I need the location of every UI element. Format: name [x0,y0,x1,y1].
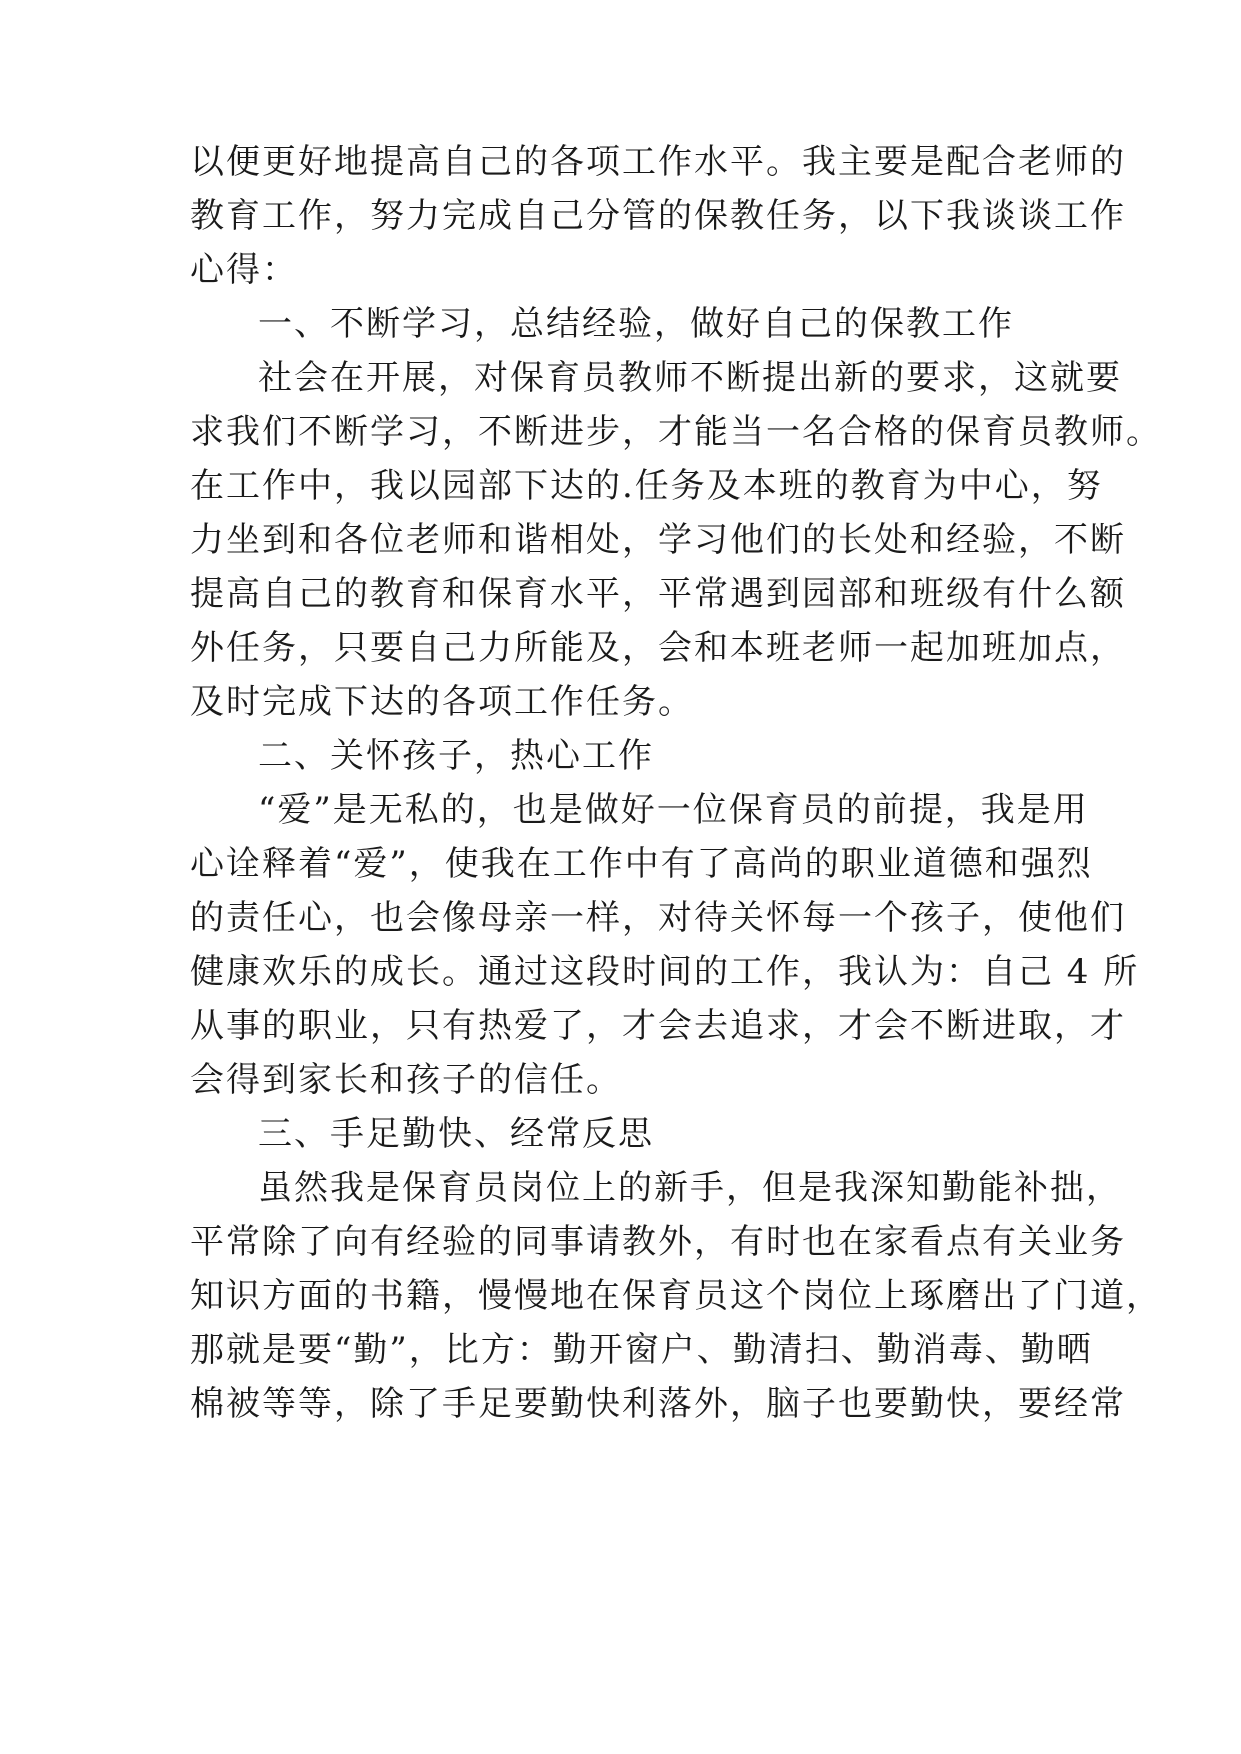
text-line: 平常除了向有经验的同事请教外，有时也在家看点有关业务 [190,1222,1126,1262]
text-line: 在工作中，我以园部下达的.任务及本班的教育为中心，努 [190,466,1103,506]
text-line: 教育工作，努力完成自己分管的保教任务，以下我谈谈工作 [190,196,1126,236]
text-line: 虽然我是保育员岗位上的新手，但是我深知勤能补拙， [258,1168,1122,1208]
text-line: “爱”是无私的，也是做好一位保育员的前提，我是用 [258,790,1089,830]
text-line: 以便更好地提高自己的各项工作水平。我主要是配合老师的 [190,142,1126,182]
text-line: 心得： [190,250,298,290]
section-heading: 二、关怀孩子，热心工作 [258,736,654,776]
section-heading: 三、手足勤快、经常反思 [258,1114,654,1154]
text-line: 求我们不断学习，不断进步，才能当一名合格的保育员教师。 [190,412,1162,452]
text-line: 从事的职业，只有热爱了，才会去追求，才会不断进取，才 [190,1006,1126,1046]
text-line: 心诠释着“爱”，使我在工作中有了高尚的职业道德和强烈 [190,844,1093,884]
text-line: 健康欢乐的成长。通过这段时间的工作，我认为：自己 4 所 [190,952,1140,992]
text-line: 及时完成下达的各项工作任务。 [190,682,694,722]
text-line: 会得到家长和孩子的信任。 [190,1060,622,1100]
text-line: 那就是要“勤”，比方：勤开窗户、勤清扫、勤消毒、勤晒 [190,1330,1093,1370]
text-line: 外任务，只要自己力所能及，会和本班老师一起加班加点， [190,628,1126,668]
section-heading: 一、不断学习，总结经验，做好自己的保教工作 [258,304,1014,344]
text-line: 社会在开展，对保育员教师不断提出新的要求，这就要 [258,358,1122,398]
text-line: 力坐到和各位老师和谐相处，学习他们的长处和经验，不断 [190,520,1126,560]
text-line: 知识方面的书籍，慢慢地在保育员这个岗位上琢磨出了门道， [190,1276,1162,1316]
text-line: 棉被等等，除了手足要勤快利落外，脑子也要勤快，要经常 [190,1384,1126,1424]
text-line: 的责任心，也会像母亲一样，对待关怀每一个孩子，使他们 [190,898,1126,938]
text-line: 提高自己的教育和保育水平，平常遇到园部和班级有什么额 [190,574,1126,614]
